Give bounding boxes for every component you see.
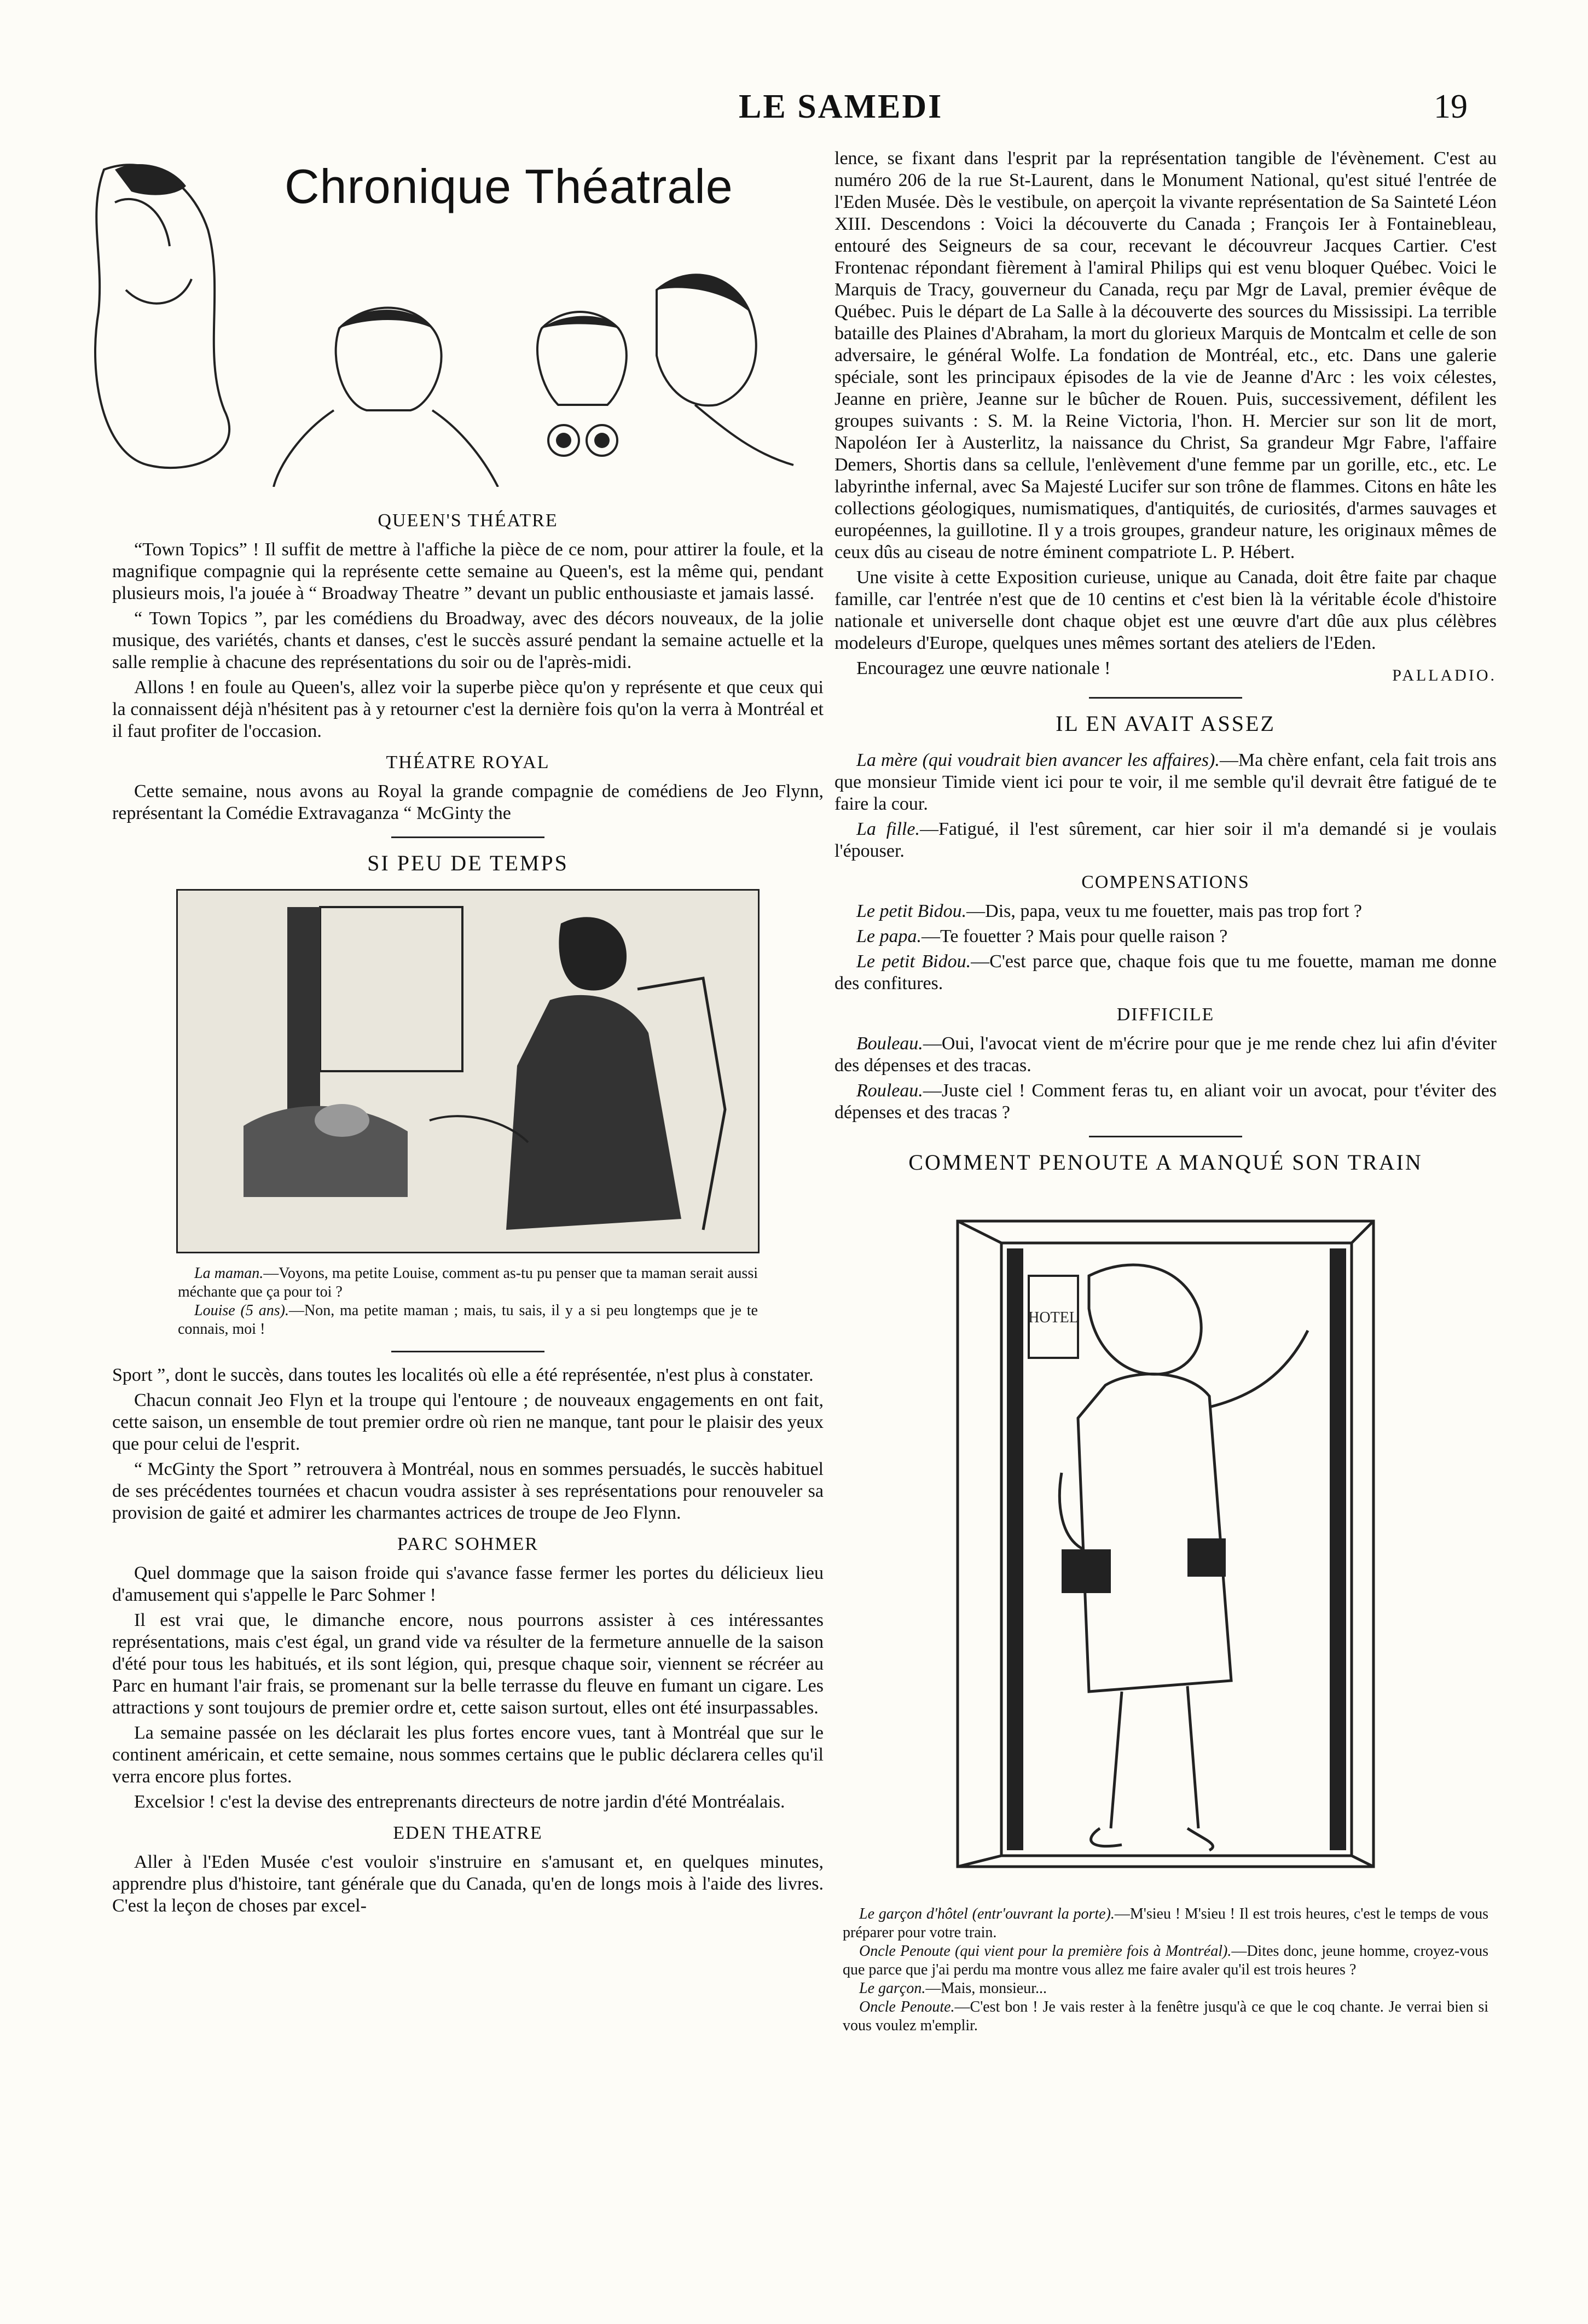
dialogue-line [834,900,1497,922]
difficile-heading: DIFFICILE [1116,1004,1215,1025]
page-number: 19 [1434,88,1468,125]
line-text: —Dis, papa, veux tu me fouetter, mais pas trop fort ? [966,901,1362,921]
si-peu-illustration [176,889,760,1253]
speaker: Le petit Bidou. [856,901,967,921]
eden-paragraph: lence, se fixant dans l'esprit par la représentation tangible de l'évènement. C'est au numéro 206 de la rue St-Laurent, dans le Monument National, qu'est situé l'entrée de l'Eden Musée. Dès le vestibule, on aperçoit la vivante représentation de Sa Sainteté Léon XIII. Descendons : Voici la découverte du Canada ; François Ier à Fontainebleau, entouré des Seigneurs de sa cour, recevant le découvreur Jacques Cartier. C'est Frontenac répondant fièrement à l'amiral Philips qui est venu bloquer Québec. Voici le Marquis de Tracy, gouverneur du Canada, reçu par Mgr de Laval, premier évêque de Québec. Puis le départ de La Salle à la découverte des sources du Mississipi. La terrible bataille des Plaines d'Abraham, la mort du glorieux Marquis de Montcalm et celle de son adversaire, le général Wolfe. La fondation de Montréal, etc., etc. Dans une galerie spéciale, sont les principaux épisodes de la vie de Jeanne d'Arc : les voix célestes, Jeanne en prière, Jeanne sur le bûcher de Rouen. Puis, successivement, défilent les groupes suivants : S. M. la Reine Victoria, l'hon. H. Mercier sur son lit de mort, Napoléon Ier à Austerlitz, la naissance du Christ, Sa grandeur Mgr Fabre, l'affaire Demers, Shortis dans sa cellule, l'enlèvement d'une femme par un gorille, etc., etc. Le labyrinthe infernal, avec Sa Majesté Lucifer sur son trône de flammes. Citons en hâte les collections géologiques, numismatiques, d'antiquités, de curiosités, d'armes sauvages et européennes, la guillotine. Il y a trois groupes, grandeur nature, les originaux mêmes de ceux dûs au ciseau de notre éminent compatriote L. P. Hébert. [834,148,1497,562]
signature: PALLADIO. [1392,666,1497,684]
penoute-caption [843,1942,1488,1979]
royal-cont-paragraph: “ McGinty the Sport ” retrouvera à Montréal, nous en sommes persuadés, le succès habituel de ses précédentes tournées et chacun voudra assister à ses représentations pour renouveler sa provision de gaité et admirer les charmantes actrices de troupe de Jeo Flynn. [112,1459,824,1523]
speaker: Rouleau. [856,1080,923,1101]
eden-paragraph: Encouragez une œuvre nationale ! [856,658,1111,678]
caption-text: —Mais, monsieur... [925,1980,1047,1997]
page-header [0,88,1588,137]
queens-paragraph: “Town Topics” ! Il suffit de mettre à l'affiche la pièce de ce nom, pour attirer la foule, et la magnifique compagnie qui la représente cette semaine au Queen's, est la même qui, pendant plusieurs mois, l'a jouée à “ Broadway Theatre ” devant un public enthousiaste et jamais lassé. [112,539,824,603]
dialogue-line [834,1080,1497,1124]
dialogue-line [834,818,1497,862]
queens-heading: QUEEN'S THÉATRE [378,510,558,531]
right-column [834,148,1497,2035]
caption-speaker: La maman. [194,1265,264,1282]
royal-paragraph: Cette semaine, nous avons au Royal la grande compagnie de comédiens de Jeo Flynn, représentant la Comédie Extravaganza “ McGinty the [112,781,824,823]
caption-text: —Voyons, ma petite Louise, comment as-tu pu penser que ta maman serait aussi méchante que ça pour toi ? [178,1265,758,1300]
caption-speaker: Louise (5 ans). [194,1302,289,1319]
penoute-caption [843,1998,1488,2035]
caption-text: —M'sieu ! M'sieu ! Il est trois heures, c'est le temps de vous préparer pour votre train. [843,1905,1488,1941]
caption-text: —C'est bon ! Je vais rester à la fenêtre jusqu'à ce que le coq chante. Je verrai bien si vous voulez m'emplir. [843,1998,1488,2034]
line-text: —Ma chère enfant, cela fait trois ans que monsieur Timide vient ici pour te voir, il me semble qu'il devrait être fatigué de te faire la cour. [834,750,1497,814]
divider [1089,697,1242,699]
sohmer-paragraph: La semaine passée on les déclarait les plus fortes encore vues, tant à Montréal que sur le continent américain, et cette semaine, nous sommes certains que le public déclarera celles qu'il verra encore plus fortes. [112,1723,824,1787]
speaker: La mère (qui voudrait bien avancer les affaires). [856,750,1220,770]
eden-heading: EDEN THEATRE [393,1823,543,1843]
penoute-illustration [925,1188,1406,1899]
si-peu-caption [178,1302,758,1339]
penoute-heading: COMMENT PENOUTE A MANQUÉ SON TRAIN [908,1150,1423,1175]
line-text: —Juste ciel ! Comment feras tu, en aliant voir un avocat, pour t'éviter des dépenses et des tracas ? [834,1080,1497,1123]
si-peu-caption [178,1264,758,1302]
caption-text: —Dites donc, jeune homme, croyez-vous que parce que j'ai perdu ma montre vous allez me faire avaler qu'il est trois heures ? [843,1943,1488,1978]
speaker: Le papa. [856,926,921,946]
sohmer-paragraph: Il est vrai que, le dimanche encore, nous pourrons assister à ces intéressantes représentations, mais c'est égal, un grand vide va résulter de la fermeture annuelle de la saison d'été pour tous les habitués, et ils sont légion, qui, presque chaque soir, viennent se récréer au Parc en humant l'air frais, se promenant sur la belle terrasse du fleuve en fumant un cigare. Les attractions y sont toujours de premier ordre et, cette saison surtout, elles ont été insurpassables. [112,1610,824,1718]
line-text: —Fatigué, il l'est sûrement, car hier soir il m'a demandé si je voulais l'épouser. [834,819,1497,861]
hotel-sign: HOTEL [1028,1309,1079,1326]
assez-heading: IL EN AVAIT ASSEZ [1056,711,1276,736]
speaker: Le petit Bidou. [856,951,971,972]
chronique-title: Chronique Théatrale [285,159,733,213]
line-text: —Oui, l'avocat vient de m'écrire pour que je me rende chez lui afin d'éviter des dépenses et des tracas. [834,1033,1497,1076]
running-title: LE SAMEDI [739,88,943,125]
penoute-caption [843,1979,1488,1998]
caption-speaker: Oncle Penoute. [859,1998,955,2015]
dialogue-line [834,1033,1497,1077]
royal-cont-paragraph: Sport ”, dont le succès, dans toutes les localités où elle a été représentée, n'est plus à constater. [112,1365,814,1385]
line-text: —C'est parce que, chaque fois que tu me fouette, maman me donne des confitures. [834,951,1497,993]
queens-paragraph: “ Town Topics ”, par les comédiens du Broadway, avec des décors nouveaux, de la jolie musique, des variétés, chants et danses, c'est le succès assuré pendant la semaine actuelle et la salle remplie à chacune des représentations du soir ou de l'après-midi. [112,608,824,672]
eden-paragraph: Aller à l'Eden Musée c'est vouloir s'instruire en s'amusant et, en quelques minutes, apprendre plus d'histoire, tant générale que du Canada, qu'en de longs mois à l'aide des livres. C'est la leçon de choses par excel- [112,1852,824,1916]
caption-text: —Non, ma petite maman ; mais, tu sais, il y a si peu longtemps que je te connais, moi ! [178,1302,758,1338]
si-peu-heading: SI PEU DE TEMPS [367,851,569,875]
royal-cont-paragraph: Chacun connait Jeo Flyn et la troupe qui l'entoure ; de nouveaux engagements en ont fait, cette saison, un ensemble de tout premier ordre où rien ne manque, tant pour le plaisir des yeux que pour celui de l'esprit. [112,1390,824,1454]
divider [391,836,544,838]
eden-paragraph: Une visite à cette Exposition curieuse, unique au Canada, doit être faite par chaque famille, car l'entrée n'est que de 10 centins et c'est bien là la véritable école d'histoire nationale et universelle dont chaque objet est une œuvre d'art dûe aux plus célèbres modeleurs d'Europe, quelques unes mêmes sortant des ateliers de l'Eden. [834,567,1497,653]
line-text: —Te fouetter ? Mais pour quelle raison ? [921,926,1228,946]
sohmer-heading: PARC SOHMER [397,1534,538,1554]
dialogue-line [834,926,1497,948]
divider [391,1351,544,1352]
speaker: Bouleau. [856,1033,923,1054]
penoute-caption [843,1905,1488,1942]
caption-speaker: Oncle Penoute (qui vient pour la première fois à Montréal). [859,1943,1232,1960]
caption-speaker: Le garçon d'hôtel (entr'ouvrant la porte). [859,1905,1115,1922]
divider [1089,1136,1242,1137]
dialogue-line [834,750,1497,815]
sohmer-paragraph: Excelsior ! c'est la devise des entreprenants directeurs de notre jardin d'été Montréalais. [134,1792,785,1812]
queens-paragraph: Allons ! en foule au Queen's, allez voir la superbe pièce qu'on y représente et que ceux qui la connaissent déjà n'hésitent pas à y retourner c'est la dernière fois qu'on la verra à Montréal et il faut profiter de l'occasion. [112,677,824,741]
speaker: La fille. [856,819,920,839]
dialogue-line [834,951,1497,995]
caption-speaker: Le garçon. [859,1980,926,1997]
compensations-heading: COMPENSATIONS [1081,872,1250,892]
sohmer-paragraph: Quel dommage que la saison froide qui s'avance fasse fermer les portes du délicieux lieu d'amusement qui s'appelle le Parc Sohmer ! [112,1563,824,1605]
royal-heading: THÉATRE ROYAL [386,752,550,772]
left-column [112,501,824,1920]
